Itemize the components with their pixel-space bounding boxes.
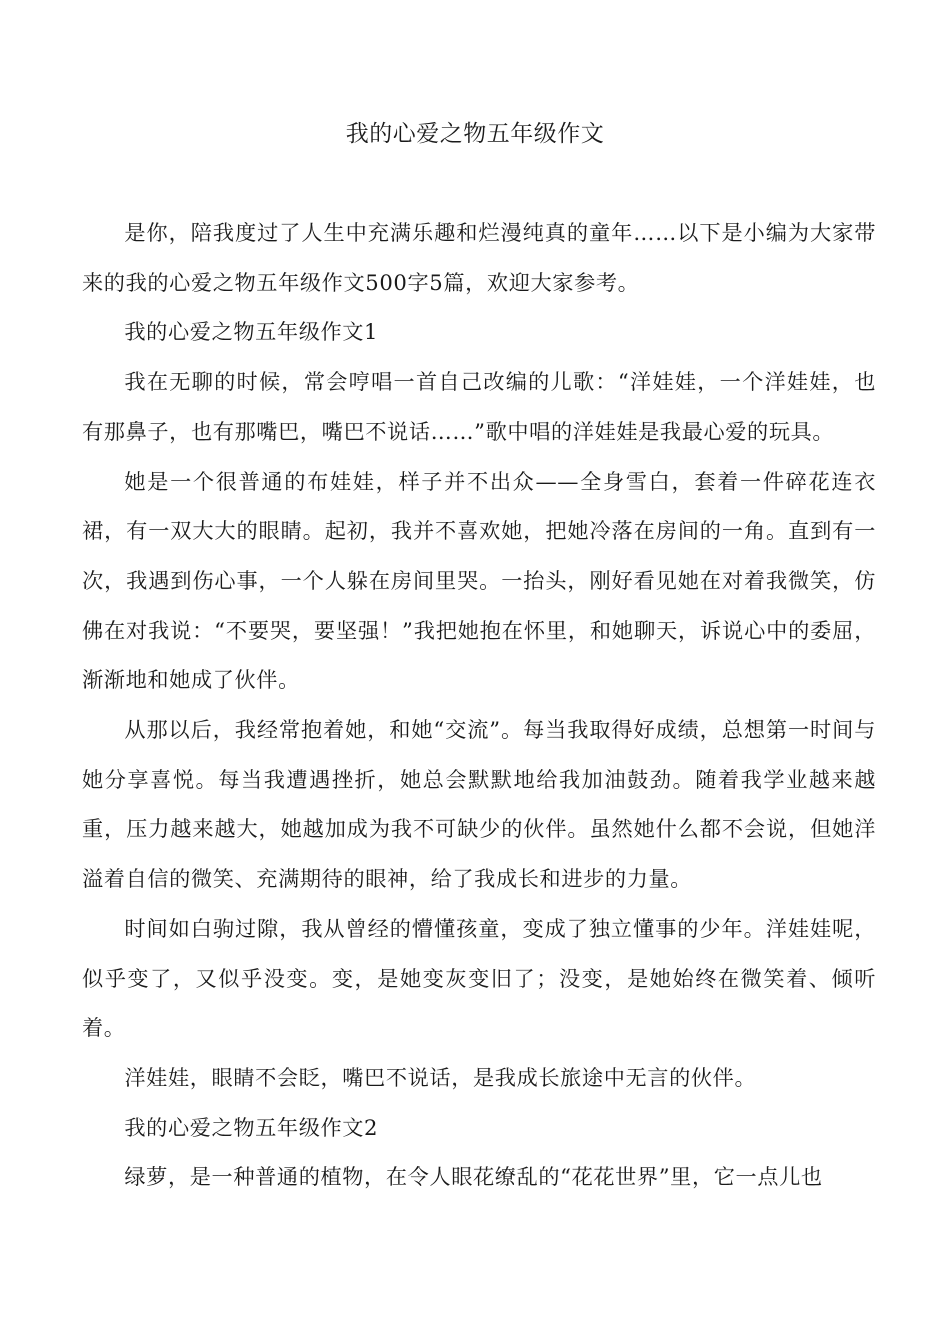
essay-1-paragraph-3: 从那以后，我经常抱着她，和她“交流”。每当我取得好成绩，总想第一时间与她分享喜悦。每当我遭遇挫折，她总会默默地给我加油鼓劲。随着我学业越来越重，压力越来越大，她越加成为我不可缺少的伙伴。虽然她什么都不会说，但她洋溢着自信的微笑、充满期待的眼神，给了我成长和进步的力量。 bbox=[82, 717, 876, 892]
essay-1-paragraph-4: 时间如白驹过隙，我从曾经的懵懂孩童，变成了独立懂事的少年。洋娃娃呢，似乎变了，又似乎没变。变，是她变灰变旧了；没变，是她始终在微笑着、倾听着。 bbox=[82, 915, 876, 1041]
document-body bbox=[82, 208, 876, 1202]
essay-2-paragraph-1: 绿萝，是一种普通的植物，在令人眼花缭乱的“花花世界”里，它一点儿也 bbox=[124, 1164, 823, 1190]
essay-1-heading: 我的心爱之物五年级作文1 bbox=[124, 319, 379, 345]
essay-1-paragraph-1: 我在无聊的时候，常会哼唱一首自己改编的儿歌：“洋娃娃，一个洋娃娃，也有那鼻子，也有那嘴巴，嘴巴不说话……”歌中唱的洋娃娃是我最心爱的玩具。 bbox=[82, 369, 876, 444]
intro-paragraph: 是你，陪我度过了人生中充满乐趣和烂漫纯真的童年……以下是小编为大家带来的我的心爱之物五年级作文500字5篇，欢迎大家参考。 bbox=[82, 220, 876, 295]
essay-1-paragraph-2: 她是一个很普通的布娃娃，样子并不出众——全身雪白，套着一件碎花连衣裙，有一双大大的眼睛。起初，我并不喜欢她，把她冷落在房间的一角。直到有一次，我遇到伤心事，一个人躲在房间里哭。一抬头，刚好看见她在对着我微笑，仿佛在对我说：“不要哭，要坚强！”我把她抱在怀里，和她聊天，诉说心中的委屈，渐渐地和她成了伙伴。 bbox=[82, 468, 876, 693]
document-title: 我的心爱之物五年级作文 bbox=[345, 121, 605, 147]
essay-1-paragraph-5: 洋娃娃，眼睛不会眨，嘴巴不说话，是我成长旅途中无言的伙伴。 bbox=[124, 1064, 757, 1090]
essay-2-heading: 我的心爱之物五年级作文2 bbox=[124, 1114, 379, 1140]
